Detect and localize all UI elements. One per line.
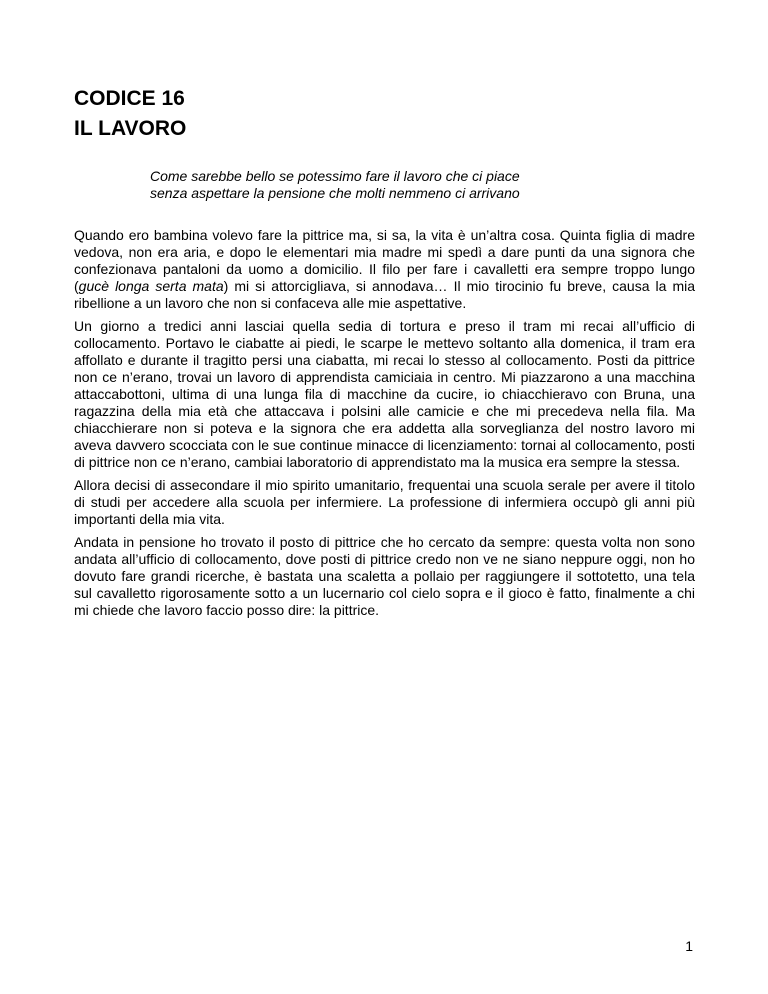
epigraph (150, 168, 695, 202)
paragraph-2: Un giorno a tredici anni lasciai quella sedia di tortura e preso il tram mi recai all’ufficio di collocamento. Portavo le ciabatte ai piedi, le scarpe le mettevo soltanto alla domenica, il tram era affollato e durante il tragitto persi una ciabatta, mi recai lo stesso al collocamento. Posti da pittrice non ce n’erano, trovai un lavoro di apprendista camiciaia in centro. Mi piazzarono a una macchina attaccabottoni, ultima di una lunga fila di macchine da cucire, io chiacchieravo con Bruna, una ragazzina della mia età che attaccava i polsini alle camicie e che mi precedeva nella fila. Ma chiacchierare non si poteva e la signora che era addetta alla sorveglianza del nostro lavoro mi aveva davvero scocciata con le sue continue minacce di licenziamento: tornai al collocamento, posti di pittrice non ce n’erano, cambiai laboratorio di apprendistato ma la musica era sempre la stessa. (74, 318, 695, 470)
code-title: CODICE 16 (74, 87, 185, 110)
paragraph-1 (74, 227, 695, 312)
dialect-phrase: gucè longa serta mata (78, 278, 224, 294)
chapter-title: IL LAVORO (74, 117, 187, 140)
body-text (74, 227, 695, 619)
page-number: 1 (685, 938, 693, 954)
paragraph-1-part-a: Quando ero bambina volevo fare la pittrice ma, si sa, la vita è un’altra cosa. Quinta figlia di madre vedova, non era aria, e dopo le elementari mia madre mi spedì a dare punti da una signora che confezionava pantaloni da uomo a domicilio. Il filo per fare i cavalletti era sempre troppo lungo ( (74, 227, 695, 294)
epigraph-line-1: Come sarebbe bello se potessimo fare il lavoro che ci piace (150, 168, 520, 184)
paragraph-4: Andata in pensione ho trovato il posto di pittrice che ho cercato da sempre: questa volta non sono andata all’ufficio di collocamento, dove posti di pittrice credo non ve ne siano neppure oggi, non ho dovuto fare grandi ricerche, è bastata una scaletta a pollaio per raggiungere il sottotetto, una tela sul cavalletto rigorosamente sotto a un lucernario col cielo sopra e il gioco è fatto, finalmente a chi mi chiede che lavoro faccio posso dire: la pittrice. (74, 534, 695, 618)
document-page (74, 84, 695, 625)
paragraph-3: Allora decisi di assecondare il mio spirito umanitario, frequentai una scuola serale per avere il titolo di studi per accedere alla scuola per infermiere. La professione di infermiera occupò gli anni più importanti della mia vita. (74, 477, 695, 527)
paragraph-1-part-b: ) mi si attorcigliava, si annodava… Il mio tirocinio fu breve, causa la mia ribellione a un lavoro che non si confaceva alle mie aspettative. (74, 278, 696, 311)
epigraph-line-2: senza aspettare la pensione che molti nemmeno ci arrivano (150, 185, 520, 201)
